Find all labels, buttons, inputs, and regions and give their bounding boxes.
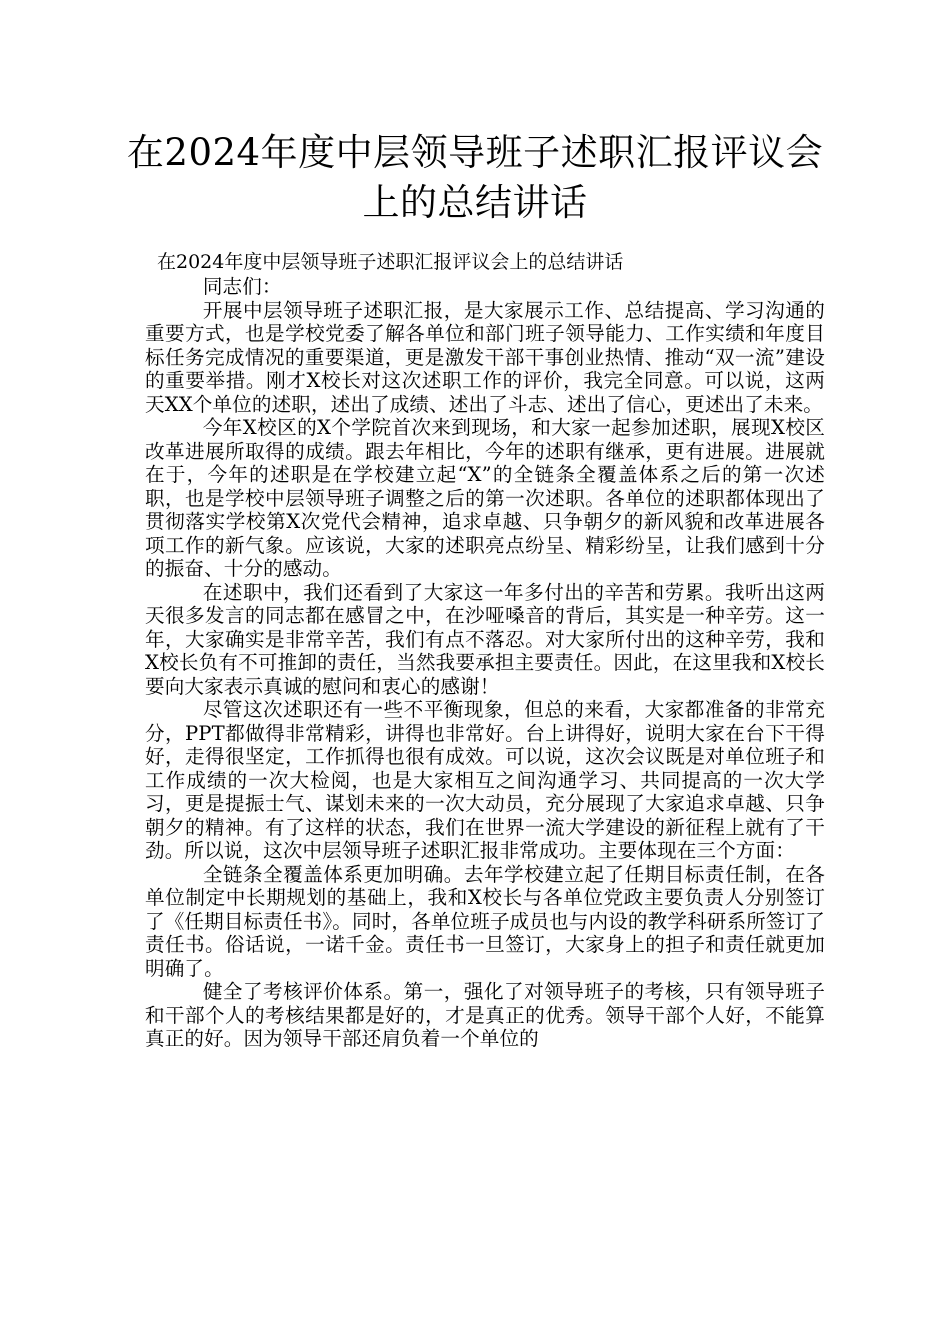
- paragraph-1: 开展中层领导班子述职汇报，是大家展示工作、总结提高、学习沟通的重要方式，也是学校党委了解各单位和部门班子领导能力、工作实绩和年度目标任务完成情况的重要渠道，更是激发干部干事创业热情、推动“双一流”建设的重要举措。刚才X校长对这次述职工作的评价，我完全同意。可以说，这两天XX个单位的述职，述出了成绩、述出了斗志、述出了信心，更述出了未来。: [145, 298, 825, 416]
- document-subtitle: 在2024年度中层领导班子述职汇报评议会上的总结讲话: [157, 251, 624, 273]
- document-title: 在2024年度中层领导班子述职汇报评议会上的总结讲话: [126, 131, 824, 224]
- paragraph-2: 今年X校区的X个学院首次来到现场，和大家一起参加述职，展现X校区改革进展所取得的成绩。跟去年相比，今年的述职有继承，更有进展。进展就在于，今年的述职是在学校建立起“X”的全链条全覆盖体系之后的第一次述职，也是学校中层领导班子调整之后的第一次述职。各单位的述职都体现出了贯彻落实学校第X次党代会精神，追求卓越、只争朝夕的新风貌和改革进展各项工作的新气象。应该说，大家的述职亮点纷呈、精彩纷呈，让我们感到十分的振奋、十分的感动。: [145, 416, 825, 580]
- document-body: [145, 275, 825, 1051]
- paragraph-5: 全链条全覆盖体系更加明确。去年学校建立起了任期目标责任制，在各单位制定中长期规划的基础上，我和X校长与各单位党政主要负责人分别签订了《任期目标责任书》。同时，各单位班子成员也与内设的教学科研系所签订了责任书。俗话说，一诺千金。责任书一旦签订，大家身上的担子和责任就更加明确了。: [145, 862, 825, 980]
- paragraph-3: 在述职中，我们还看到了大家这一年多付出的辛苦和劳累。我听出这两天很多发言的同志都在感冒之中，在沙哑嗓音的背后，其实是一种辛劳。这一年，大家确实是非常辛苦，我们有点不落忍。对大家所付出的这种辛劳，我和X校长负有不可推卸的责任，当然我要承担主要责任。因此，在这里我和X校长要向大家表示真诚的慰问和衷心的感谢！: [145, 580, 825, 698]
- salutation: 同志们：: [202, 275, 282, 298]
- paragraph-4: 尽管这次述职还有一些不平衡现象，但总的来看，大家都准备的非常充分，PPT都做得非常精彩，讲得也非常好。台上讲得好，说明大家在台下干得好，走得很坚定，工作抓得也很有成效。可以说，这次会议既是对单位班子和工作成绩的一次大检阅，也是大家相互之间沟通学习、共同提高的一次大学习，更是提振士气、谋划未来的一次大动员，充分展现了大家追求卓越、只争朝夕的精神。有了这样的状态，我们在世界一流大学建设的新征程上就有了干劲。所以说，这次中层领导班子述职汇报非常成功。主要体现在三个方面：: [145, 698, 825, 862]
- paragraph-6: 健全了考核评价体系。第一，强化了对领导班子的考核，只有领导班子和干部个人的考核结果都是好的，才是真正的优秀。领导干部个人好，不能算真正的好。因为领导干部还肩负着一个单位的: [145, 980, 825, 1050]
